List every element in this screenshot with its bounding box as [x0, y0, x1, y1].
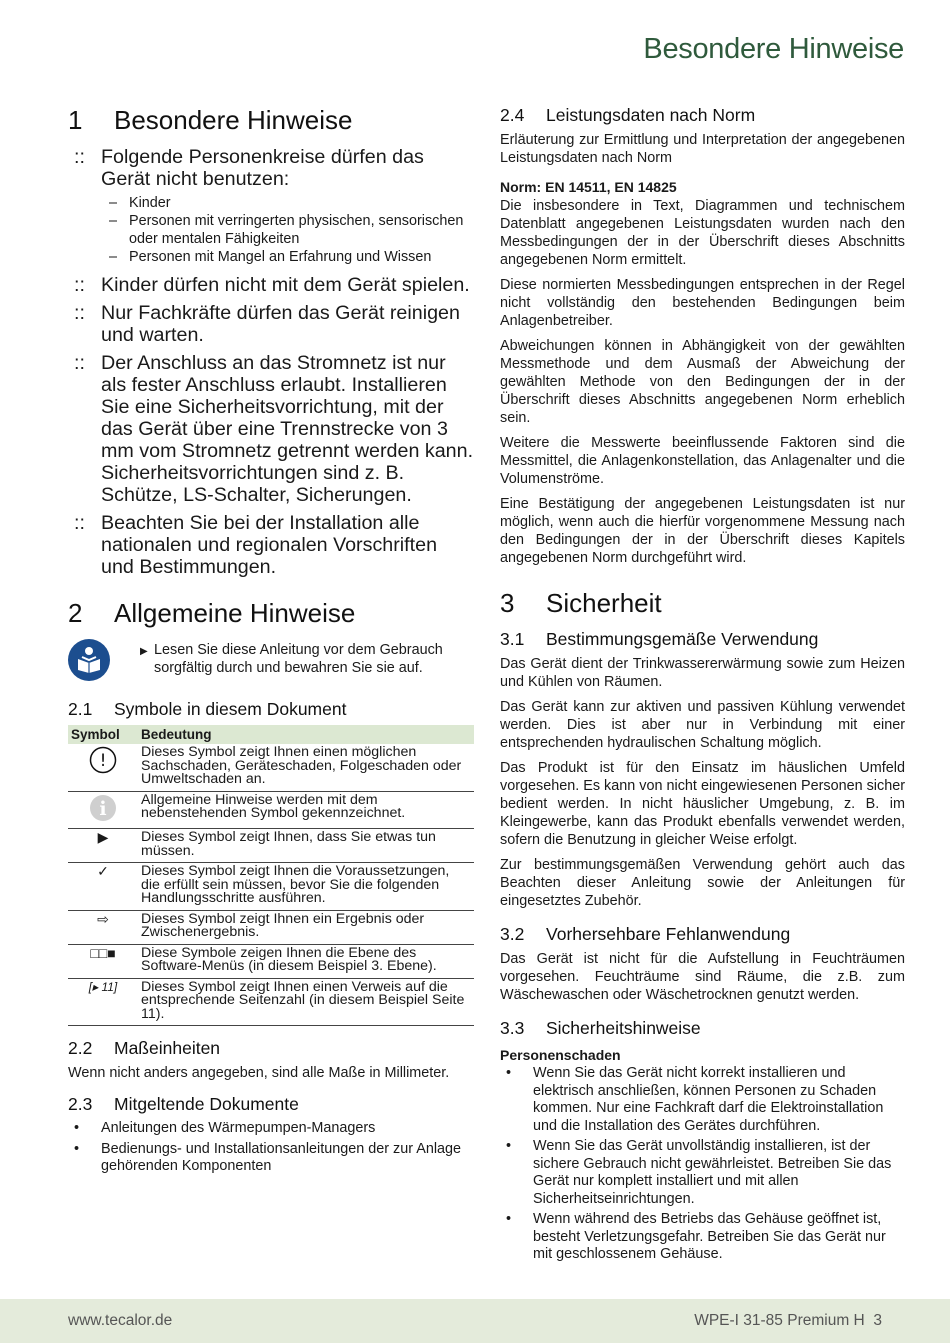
personal-injury-label: Personenschaden: [500, 1047, 621, 1063]
info-circle-icon: [89, 794, 117, 822]
list-item: – Personen mit verringerten physischen, sensorischen oder mentalen Fähigkeiten: [109, 213, 464, 247]
page-reference-icon: [▸ 11]: [68, 978, 138, 1026]
table-header-row: Symbol Bedeutung: [68, 725, 474, 744]
footer-url: www.tecalor.de: [68, 1312, 173, 1329]
menu-level-icon: □□■: [68, 944, 138, 978]
footer-product-page: WPE-I 31-85 Premium H 3: [694, 1312, 882, 1329]
read-manual-note: ▶ Lesen Sie diese Anleitung vor dem Gebrauch sorgfältig durch und bewahren Sie sie auf.: [68, 639, 474, 681]
list-item: :: Folgende Personenkreise dürfen das Gerät nicht benutzen: – Kinder – Personen mit verringerten physischen, sensorischen oder mentalen Fähigkeiten – Personen mit Mangel an Erfahrung und Wissen: [68, 146, 474, 268]
page-header-title: Besondere Hinweise: [643, 33, 904, 65]
related-documents-list: [68, 1120, 474, 1176]
section-1-heading: 1 Besondere Hinweise: [68, 105, 353, 135]
list-item: • Wenn Sie das Gerät nicht korrekt installieren und elektrisch anschließen, können Personen zu Schaden kommen. Nur eine Fachkraft darf die Elektroinstallation und die Installation des Gerätes durchführen.: [506, 1065, 884, 1134]
table-row: ▶ Dieses Symbol zeigt Ihnen, dass Sie etwas tun müssen.: [68, 829, 474, 863]
excluded-persons-list: [101, 194, 474, 266]
section-3-1-heading: 3.1 Bestimmungsgemäße Verwendung: [500, 629, 819, 649]
manual-reader-icon: [68, 639, 110, 681]
table-row: ✓ Dieses Symbol zeigt Ihnen die Voraussetzungen, die erfüllt sein müssen, bevor Sie die folgenden Handlungsschritte ausführen.: [68, 863, 474, 911]
norm-label: Norm: EN 14511, EN 14825: [500, 179, 677, 195]
action-triangle-icon: ▶: [140, 646, 148, 657]
table-row: [▸ 11] Dieses Symbol zeigt Ihnen einen Verweis auf die entsprechende Seitenzahl (in diesem Beispiel Seite 11).: [68, 978, 474, 1026]
list-item: • Anleitungen des Wärmepumpen-Managers: [74, 1120, 376, 1136]
safety-notes-list: [500, 1065, 905, 1264]
list-item: • Wenn während des Betriebs das Gehäuse geöffnet ist, besteht Verletzungsgefahr. Betreiben Sie das Gerät nur mit geschlossenem Gehäuse.: [506, 1211, 886, 1262]
special-notes-list: [68, 146, 474, 578]
section-3-heading: 3 Sicherheit: [500, 588, 662, 618]
units-text: Wenn nicht anders angegeben, sind alle Maße in Millimeter.: [68, 1065, 450, 1081]
table-row: i Allgemeine Hinweise werden mit dem nebenstehenden Symbol gekennzeichnet.: [68, 791, 474, 829]
table-row: ⇨ Dieses Symbol zeigt Ihnen ein Ergebnis oder Zwischenergebnis.: [68, 910, 474, 944]
section-2-3-heading: 2.3 Mitgeltende Dokumente: [68, 1094, 299, 1114]
list-item: :: Nur Fachkräfte dürfen das Gerät reinigen und warten.: [74, 302, 460, 346]
list-item: :: Der Anschluss an das Stromnetz ist nur als fester Anschluss erlaubt. Installieren Sie eine Sicherheitsvorrichtung, mit der das Gerät über eine Trennstrecke von 3 mm vom Stromnetz getrennt werden kann. Sicherheitsvorrichtungen sind z. B. Schütze, LS-Schalter, Sicherungen.: [74, 352, 474, 506]
left-column: [68, 105, 474, 1179]
section-3-2-heading: 3.2 Vorhersehbare Fehlanwendung: [500, 924, 791, 944]
svg-text:!: !: [99, 751, 107, 771]
list-item: • Bedienungs- und Installationsanleitungen der zur Anlage gehörenden Komponenten: [74, 1140, 462, 1174]
section-2-2-heading: 2.2 Maßeinheiten: [68, 1038, 221, 1058]
table-row: ! Dieses Symbol zeigt Ihnen einen möglichen Sachschaden, Geräteschaden, Folgeschaden oder Umweltschaden an.: [68, 744, 474, 791]
action-triangle-icon: ▶: [68, 829, 138, 863]
right-column: 2.4 Leistungsdaten nach Norm Erläuterung zur Ermittlung und Interpretation der angegebenen Leistungsdaten nach Norm Norm: EN 14511, EN 14825 Die insbesondere in Text, Diagrammen und technischem Datenblatt angegebenen Leistungsdaten wurden nach den Messbedingungen der in der Überschrift dieses Abschnitts angegebenen Norm ermittelt. Diese normierten Messbedingungen entsprechen in der Regel nicht vollständig den bestehenden Bedingungen beim Anlagenbetreiber. Abweichungen können in Abhängigkeit von der gewählten Messmethode und dem Ausmaß der Abweichung der gewählten Methode von den Bedingungen der in der Überschrift dieses Abschnitts angegebenen Norm erheblich sein. Weitere die Messwerte beeinflussende Faktoren sind die Messmittel, die Anlagenkonstellation, das Anlagenalter und die Volumenströme. Eine Bestätigung der angegebenen Leistungsdaten ist nur möglich, wenn auch die hierfür vorgenommene Messung nach den Bedingungen der in der Überschrift dieses Kapitels angegebenen Norm durchgeführt wird. 3 Sicherheit 3.1 Bestimmungsgemäße Verwendung Das Gerät dient der Trinkwassererwärmung sowie zum Heizen und Kühlen von Räumen. Das Gerät kann zur aktiven und passiven Kühlung verwendet werden. Dies ist aber nur in Verbindung mit einer entsprechenden hydraulischen Schaltung möglich. Das Produkt ist für den Einsatz im häuslichen Umfeld vorgesehen. Es kann von nicht eingewiesenen Personen sicher bedient werden. In nicht häuslicher Umgebung, z. B. im Kleingewerbe, kann das Produkt ebenfalls verwendet werden, sofern die Benutzung in gleicher Weise erfolgt. Zur bestimmungsgemäßen Verwendung gehört auch das Beachten dieser Anleitung sowie der Anleitungen für eingesetztes Zubehör. 3.2 Vorhersehbare Fehlanwendung Das Gerät ist nicht für die Aufstellung in Feuchträumen vorgesehen. Feuchträume sind Räume, die z.B. zum Wäschewaschen oder Wäschetrocknen genutzt werden. 3.3 Sicherheitshinweise Personenschaden • Wenn Sie das Gerät nicht korrekt installieren und elektrisch anschließen, können Personen zu Schaden kommen. Nur eine Fachkraft darf die Elektroinstallation und die Installation des Gerätes durchführen. • Wenn Sie das Gerät unvollständig installieren, ist der sichere Gebrauch nicht gewährleistet. Betreiben Sie das Gerät nur komplett installiert und mit allen Sicherheitseinrichtungen. • Wenn während des Betriebs das Gehäuse geöffnet ist, besteht Verletzungsgefahr. Betreiben Sie das Gerät nur mit geschlossenem Gehäuse.: [500, 105, 905, 1262]
list-item: • Wenn Sie das Gerät unvollständig installieren, ist der sichere Gebrauch nicht gewährleistet. Betreiben Sie das Gerät nur komplett installiert und mit allen Sicherheitseinrichtungen.: [506, 1138, 892, 1207]
list-item: :: Kinder dürfen nicht mit dem Gerät spielen.: [74, 274, 470, 296]
section-2-heading: 2 Allgemeine Hinweise: [68, 598, 356, 628]
section-3-3-heading: 3.3 Sicherheitshinweise: [500, 1018, 701, 1038]
page-footer: [0, 1299, 950, 1343]
list-item: – Kinder: [109, 195, 171, 211]
result-arrow-icon: ⇨: [68, 910, 138, 944]
check-icon: ✓: [68, 863, 138, 911]
svg-text:i: i: [99, 797, 107, 820]
table-row: □□■ Diese Symbole zeigen Ihnen die Ebene des Software-Menüs (in diesem Beispiel 3. Ebene).: [68, 944, 474, 978]
list-item: – Personen mit Mangel an Erfahrung und Wissen: [109, 249, 432, 265]
section-2-1-heading: 2.1 Symbole in diesem Dokument: [68, 699, 347, 719]
section-2-4-heading: 2.4 Leistungsdaten nach Norm: [500, 105, 756, 125]
symbol-table: [68, 725, 474, 1026]
warning-circle-icon: [89, 746, 117, 774]
list-item: :: Beachten Sie bei der Installation alle nationalen und regionalen Vorschriften und Bestimmungen.: [74, 512, 438, 578]
